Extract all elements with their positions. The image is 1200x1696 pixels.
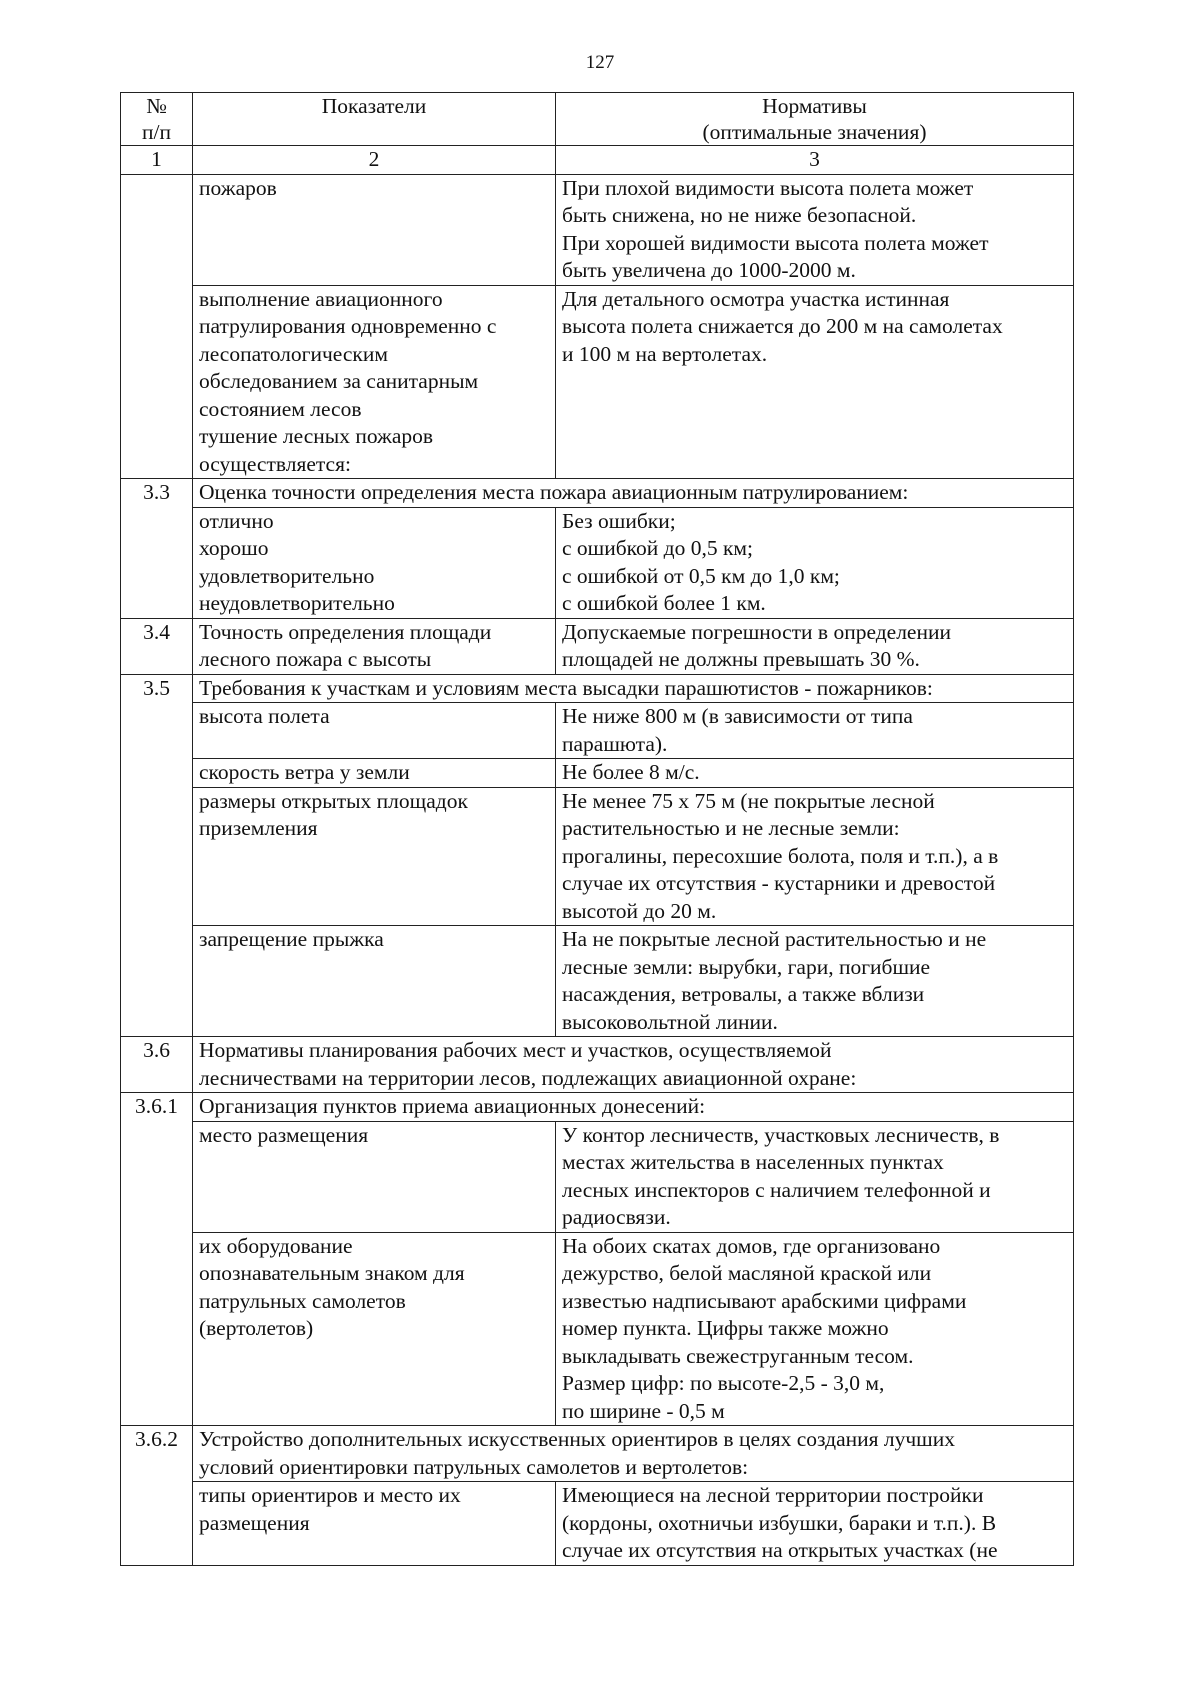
indicator-cell <box>193 1232 556 1426</box>
norm-cell-line: лесные земли: вырубки, гари, погибшие <box>562 954 931 979</box>
row-number <box>121 1482 193 1566</box>
indicator-cell-line: размеры открытых площадок <box>199 788 468 813</box>
norm-cell <box>556 926 1074 1037</box>
section-title: Оценка точности определения места пожара авиационным патрулированием: <box>193 479 1074 508</box>
section-row <box>121 674 1074 703</box>
table-body <box>121 93 1074 1566</box>
indicator-cell-line: пожаров <box>199 175 277 200</box>
norm-cell-line: На обоих скатах домов, где организовано <box>562 1233 941 1258</box>
row-number: 3.5 <box>121 674 193 703</box>
norm-cell <box>556 787 1074 926</box>
row-number <box>121 507 193 618</box>
row-number <box>121 174 193 285</box>
indicator-cell <box>193 759 556 788</box>
header-norms: Нормативы (оптимальные значения) <box>556 93 1074 146</box>
row-number: 3.4 <box>121 618 193 674</box>
indicator-cell-line: выполнение авиационного <box>199 286 443 311</box>
norm-cell-line: Для детального осмотра участка истинная <box>562 286 950 311</box>
header-indicators: Показатели <box>193 93 556 146</box>
table-row <box>121 174 1074 285</box>
indicator-cell-line: отлично <box>199 508 274 533</box>
row-number <box>121 1232 193 1426</box>
table-row <box>121 1482 1074 1566</box>
indicator-cell-line: типы ориентиров и место их <box>199 1483 461 1507</box>
norm-cell-line: лесных инспекторов с наличием телефонной и <box>562 1177 991 1202</box>
norm-cell-line: дежурство, белой масляной краской или <box>562 1261 932 1285</box>
norm-cell-line: с ошибкой более 1 км. <box>562 591 766 615</box>
indicator-cell-line: тушение лесных пожаров <box>199 424 434 448</box>
section-title-line: Устройство дополнительных искусственных ориентиров в целях создания лучших <box>199 1427 955 1451</box>
table-row <box>121 1232 1074 1426</box>
norm-cell-line: случае их отсутствия на открытых участках (не <box>562 1538 998 1562</box>
section-title-line: условий ориентировки патрульных самолетов и вертолетов: <box>199 1454 749 1479</box>
norm-cell <box>556 759 1074 788</box>
column-number-row <box>121 146 1074 175</box>
table-row <box>121 618 1074 674</box>
indicator-cell-line: приземления <box>199 816 318 840</box>
table-row <box>121 703 1074 759</box>
indicator-cell-line: опознавательным знаком для <box>199 1261 465 1285</box>
section-row <box>121 1426 1074 1482</box>
indicator-cell <box>193 507 556 618</box>
section-row <box>121 1093 1074 1122</box>
indicator-cell <box>193 787 556 926</box>
indicator-cell-line: осуществляется: <box>199 451 351 476</box>
header-row <box>121 93 1074 146</box>
indicator-cell <box>193 1482 556 1566</box>
section-title: Требования к участкам и условиям места высадки парашютистов - пожарников: <box>193 674 1074 703</box>
norm-cell <box>556 618 1074 674</box>
norm-cell-line: насаждения, ветровалы, а также вблизи <box>562 982 925 1006</box>
row-number <box>121 926 193 1037</box>
norm-cell-line: местах жительства в населенных пунктах <box>562 1150 944 1174</box>
indicator-cell-line: патрулирования одновременно с <box>199 314 497 338</box>
indicator-cell <box>193 174 556 285</box>
row-number <box>121 1121 193 1232</box>
column-number-3: 3 <box>556 146 1074 175</box>
row-number: 3.3 <box>121 479 193 508</box>
norm-cell <box>556 507 1074 618</box>
table-row <box>121 759 1074 788</box>
indicator-cell <box>193 285 556 479</box>
norm-cell <box>556 1121 1074 1232</box>
table-row <box>121 1121 1074 1232</box>
row-number: 3.6.1 <box>121 1093 193 1122</box>
header-num: № п/п <box>121 93 193 146</box>
norm-cell-line: по ширине - 0,5 м <box>562 1398 725 1423</box>
norm-cell-line: высотой до 20 м. <box>562 898 717 923</box>
indicator-cell <box>193 926 556 1037</box>
indicator-cell-line: запрещение прыжка <box>199 927 384 951</box>
norm-cell-line: (кордоны, охотничьи избушки, бараки и т.п.). В <box>562 1510 997 1535</box>
page-number: 127 <box>585 52 615 73</box>
norm-cell-line: Не менее 75 х 75 м (не покрытые лесной <box>562 788 935 813</box>
table-row <box>121 285 1074 479</box>
indicator-cell <box>193 1121 556 1232</box>
norm-cell-line: быть снижена, но не ниже безопасной. <box>562 203 917 227</box>
row-number <box>121 285 193 479</box>
norm-cell-line: номер пункта. Цифры также можно <box>562 1316 889 1340</box>
norm-cell-line: При плохой видимости высота полета может <box>562 175 974 200</box>
indicator-cell-line: место размещения <box>199 1122 369 1147</box>
indicator-cell-line: удовлетворительно <box>199 563 375 588</box>
norm-cell-line: площадей не должны превышать 30 %. <box>562 647 920 671</box>
row-number <box>121 787 193 926</box>
norm-cell <box>556 1482 1074 1566</box>
norm-cell-line: Имеющиеся на лесной территории постройки <box>562 1483 984 1507</box>
norm-cell-line: Не ниже 800 м (в зависимости от типа <box>562 704 913 728</box>
norm-cell-line: выкладывать свежеструганным тесом. <box>562 1343 914 1368</box>
norm-cell-line: парашюта). <box>562 731 668 756</box>
norm-cell-line: быть увеличена до 1000-2000 м. <box>562 258 856 282</box>
indicator-cell-line: высота полета <box>199 704 330 728</box>
norm-cell <box>556 703 1074 759</box>
indicator-cell-line: лесопатологическим <box>199 341 388 366</box>
indicator-cell-line: (вертолетов) <box>199 1316 314 1340</box>
norm-cell <box>556 1232 1074 1426</box>
norm-cell-line: Не более 8 м/с. <box>562 760 700 784</box>
row-number: 3.6 <box>121 1037 193 1093</box>
section-title <box>193 1037 1074 1093</box>
norm-cell-line: известью надписывают арабскими цифрами <box>562 1288 967 1313</box>
norm-cell-line: При хорошей видимости высота полета может <box>562 230 989 255</box>
section-row <box>121 1037 1074 1093</box>
section-title <box>193 1426 1074 1482</box>
section-title: Организация пунктов приема авиационных донесений: <box>193 1093 1074 1122</box>
indicator-cell-line: лесного пожара с высоты <box>199 647 432 671</box>
indicator-cell-line: скорость ветра у земли <box>199 760 410 784</box>
norm-cell-line: растительностью и не лесные земли: <box>562 816 900 840</box>
indicator-cell-line: патрульных самолетов <box>199 1288 406 1313</box>
indicator-cell <box>193 703 556 759</box>
norm-cell-line: и 100 м на вертолетах. <box>562 341 768 366</box>
norm-cell-line: высоковольтной линии. <box>562 1009 778 1034</box>
norm-cell-line: случае их отсутствия - кустарники и древостой <box>562 871 996 895</box>
norm-cell-line: высота полета снижается до 200 м на самолетах <box>562 314 1003 338</box>
table-row <box>121 507 1074 618</box>
indicator-cell-line: их оборудование <box>199 1233 353 1258</box>
row-number <box>121 703 193 759</box>
norm-cell-line: Размер цифр: по высоте-2,5 - 3,0 м, <box>562 1371 885 1395</box>
norm-cell-line: Без ошибки; <box>562 508 676 533</box>
norm-cell-line: У контор лесничеств, участковых лесничеств, в <box>562 1122 1000 1147</box>
section-row <box>121 479 1074 508</box>
norm-cell <box>556 285 1074 479</box>
row-number: 3.6.2 <box>121 1426 193 1482</box>
section-title-line: Нормативы планирования рабочих мест и участков, осуществляемой <box>199 1038 832 1062</box>
column-number-2: 2 <box>193 146 556 175</box>
indicator-cell-line: состоянием лесов <box>199 396 362 421</box>
norm-cell-line: На не покрытые лесной растительностью и не <box>562 927 987 951</box>
row-number <box>121 759 193 788</box>
norm-cell <box>556 174 1074 285</box>
norm-cell-line: с ошибкой до 0,5 км; <box>562 536 753 560</box>
table-row <box>121 787 1074 926</box>
section-title-line: лесничествами на территории лесов, подлежащих авиационной охране: <box>199 1065 857 1090</box>
indicator-cell-line: обследованием за санитарным <box>199 369 479 393</box>
norm-cell-line: прогалины, пересохшие болота, поля и т.п.), а в <box>562 843 999 868</box>
norm-cell-line: с ошибкой от 0,5 км до 1,0 км; <box>562 563 840 588</box>
norm-cell-line: Допускаемые погрешности в определении <box>562 619 951 644</box>
indicator-cell-line: неудовлетворительно <box>199 591 395 615</box>
indicator-cell-line: хорошо <box>199 536 269 560</box>
standards-table <box>120 92 1074 1566</box>
norm-cell-line: радиосвязи. <box>562 1205 671 1229</box>
table-row <box>121 926 1074 1037</box>
indicator-cell-line: Точность определения площади <box>199 619 492 644</box>
indicator-cell <box>193 618 556 674</box>
indicator-cell-line: размещения <box>199 1510 310 1535</box>
column-number-1: 1 <box>121 146 193 175</box>
